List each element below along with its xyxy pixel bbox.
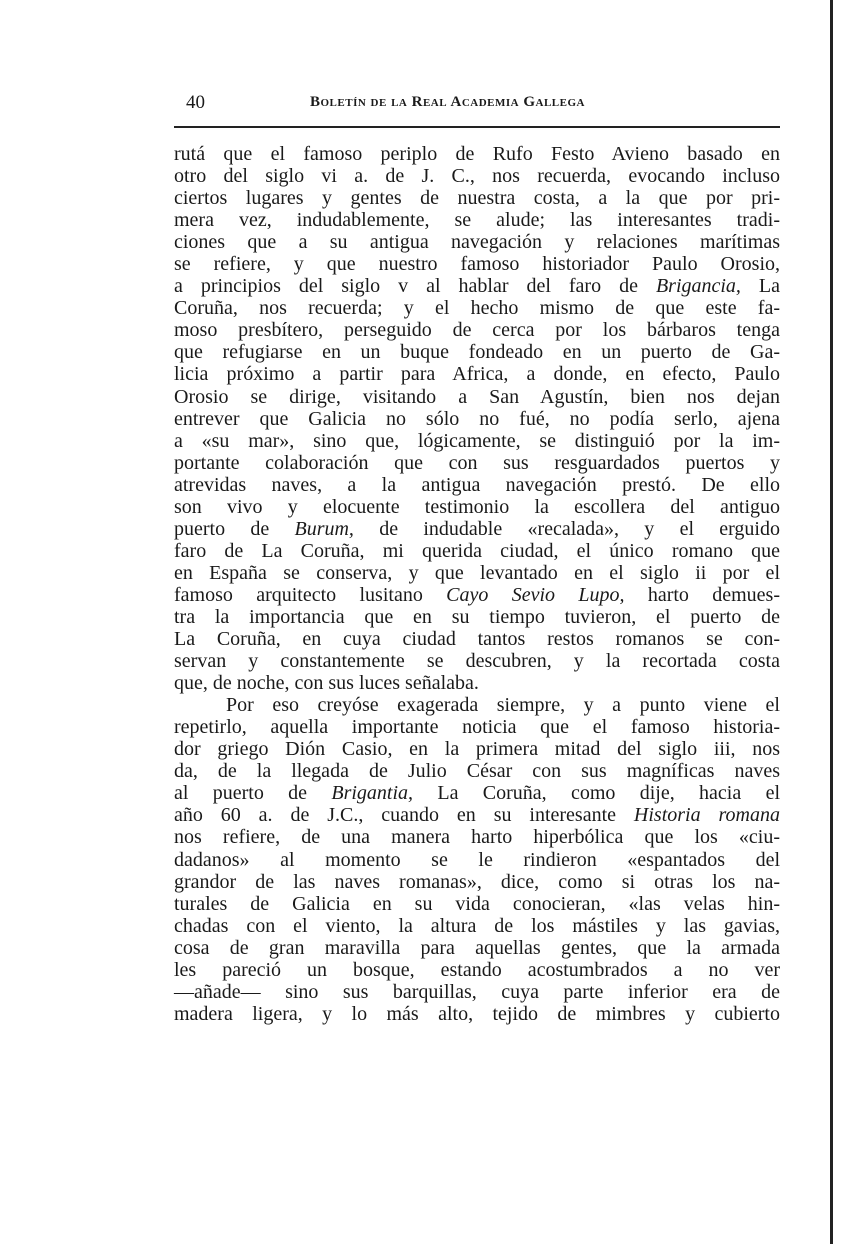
text-line — [174, 518, 780, 540]
text-segment: madera ligera, y lo más alto, tejido de mimbres y cubierto — [174, 1002, 780, 1025]
text-segment: otro del siglo vi a. de J. C., nos recuerda, evocando incluso — [174, 165, 780, 188]
text-line — [174, 849, 780, 871]
text-line — [174, 408, 780, 430]
text-segment: turales de Galicia en su vida conocieran, «las velas hin- — [174, 892, 780, 915]
text-line — [174, 981, 780, 1003]
text-line — [174, 297, 780, 319]
italic-text: Burum, — [294, 517, 354, 540]
text-line — [174, 760, 780, 782]
text-line — [174, 143, 780, 165]
text-segment: en España se conserva, y que levantado en el siglo ii por el — [174, 561, 780, 584]
text-segment: da, de la llegada de Julio César con sus magníficas naves — [174, 760, 780, 783]
text-line — [174, 452, 780, 474]
text-line — [174, 363, 780, 385]
italic-text: Brigancia, — [655, 275, 741, 298]
text-line — [174, 275, 780, 297]
text-segment: moso presbítero, perseguido de cerca por los bárbaros tenga — [174, 319, 780, 342]
text-line — [174, 871, 780, 893]
paragraph — [174, 143, 780, 694]
text-line — [174, 209, 780, 231]
text-line — [174, 694, 780, 716]
text-segment: Orosio se dirige, visitando a San Agustín, bien nos dejan — [174, 385, 780, 408]
text-line — [174, 650, 780, 672]
text-line — [174, 804, 780, 826]
text-line — [174, 782, 780, 804]
text-line — [174, 915, 780, 937]
text-segment: La Coruña, como dije, hacia el — [413, 782, 781, 805]
italic-text: Historia romana — [633, 804, 780, 827]
page-header — [174, 90, 780, 118]
text-segment: famoso arquitecto lusitano — [174, 583, 447, 606]
text-line — [174, 562, 780, 584]
text-segment: a principios del siglo v al hablar del faro de — [174, 275, 656, 298]
header-rule — [174, 126, 780, 128]
page-edge-border — [830, 0, 833, 1244]
text-segment: mera vez, indudablemente, se alude; las interesantes tradi- — [174, 209, 780, 232]
text-segment: al puerto de — [174, 782, 332, 805]
text-segment: rutá que el famoso periplo de Rufo Festo Avieno basado en — [174, 143, 780, 165]
text-line — [174, 540, 780, 562]
text-line — [174, 253, 780, 275]
text-segment: son vivo y elocuente testimonio la escollera del antiguo — [174, 495, 780, 518]
text-line — [174, 165, 780, 187]
italic-text: Cayo Sevio Lupo, — [446, 583, 625, 606]
text-segment: chadas con el viento, la altura de los mástiles y las gavias, — [174, 914, 780, 937]
text-segment: grandor de las naves romanas», dice, como si otras los na- — [174, 870, 780, 893]
text-segment: dadanos» al momento se le rindieron «espantados del — [174, 848, 780, 871]
text-line — [174, 474, 780, 496]
text-line — [174, 231, 780, 253]
text-segment: que, de noche, con sus luces señalaba. — [174, 672, 479, 695]
text-segment: puerto de — [174, 517, 295, 540]
text-segment: faro de La Coruña, mi querida ciudad, el único romano que — [174, 539, 780, 562]
text-segment: de indudable «recalada», y el erguido — [353, 517, 780, 540]
text-segment: licia próximo a partir para Africa, a donde, en efecto, Paulo — [174, 363, 780, 386]
paragraph — [174, 694, 780, 1025]
text-segment: harto demues- — [624, 583, 780, 606]
text-line — [174, 893, 780, 915]
text-segment: ciertos lugares y gentes de nuestra costa, a la que por pri- — [174, 187, 780, 210]
text-line — [174, 386, 780, 408]
text-segment: atrevidas naves, a la antigua navegación prestó. De ello — [174, 473, 780, 496]
text-line — [174, 606, 780, 628]
text-segment: dor griego Dión Casio, en la primera mitad del siglo iii, nos — [174, 738, 780, 761]
text-segment: cosa de gran maravilla para aquellas gentes, que la armada — [174, 936, 780, 959]
text-line — [174, 959, 780, 981]
text-line — [174, 496, 780, 518]
italic-text: Brigantia, — [331, 782, 414, 805]
text-line — [174, 826, 780, 848]
text-line — [174, 430, 780, 452]
text-line — [174, 187, 780, 209]
text-segment: les pareció un bosque, estando acostumbrados a no ver — [174, 958, 780, 981]
body-text — [174, 143, 780, 1025]
text-segment: que refugiarse en un buque fondeado en un puerto de Ga- — [174, 341, 780, 364]
text-segment: servan y constantemente se descubren, y la recortada costa — [174, 650, 780, 673]
text-segment: —añade— sino sus barquillas, cuya parte inferior era de — [174, 980, 780, 1003]
text-line — [174, 1003, 780, 1025]
text-line — [174, 341, 780, 363]
text-line — [174, 584, 780, 606]
text-segment: entrever que Galicia no sólo no fué, no podía serlo, ajena — [174, 407, 780, 430]
text-segment: Por eso creyóse exagerada siempre, y a punto viene el — [226, 694, 780, 717]
text-segment: La Coruña, en cuya ciudad tantos restos romanos se con- — [174, 628, 780, 651]
text-segment: se refiere, y que nuestro famoso historiador Paulo Orosio, — [174, 253, 780, 276]
text-line — [174, 716, 780, 738]
text-segment: año 60 a. de J.C., cuando en su interesante — [174, 804, 634, 827]
text-segment: tra la importancia que en su tiempo tuvieron, el puerto de — [174, 605, 780, 628]
page-number: 40 — [186, 92, 205, 113]
text-segment: Coruña, nos recuerda; y el hecho mismo de que este fa- — [174, 297, 780, 320]
text-segment: nos refiere, de una manera harto hiperbólica que los «ciu- — [174, 826, 780, 849]
text-line — [174, 672, 780, 694]
text-segment: La — [740, 275, 781, 298]
text-line — [174, 628, 780, 650]
text-segment: repetirlo, aquella importante noticia que el famoso historia- — [174, 716, 780, 739]
text-segment: a «su mar», sino que, lógicamente, se distinguió por la im- — [174, 429, 780, 452]
text-line — [174, 738, 780, 760]
text-line — [174, 319, 780, 341]
running-title: Boletín de la Real Academia Gallega — [310, 94, 585, 110]
text-segment: ciones que a su antigua navegación y relaciones marítimas — [174, 231, 780, 254]
text-line — [174, 937, 780, 959]
text-segment: portante colaboración que con sus resguardados puertos y — [174, 451, 780, 474]
